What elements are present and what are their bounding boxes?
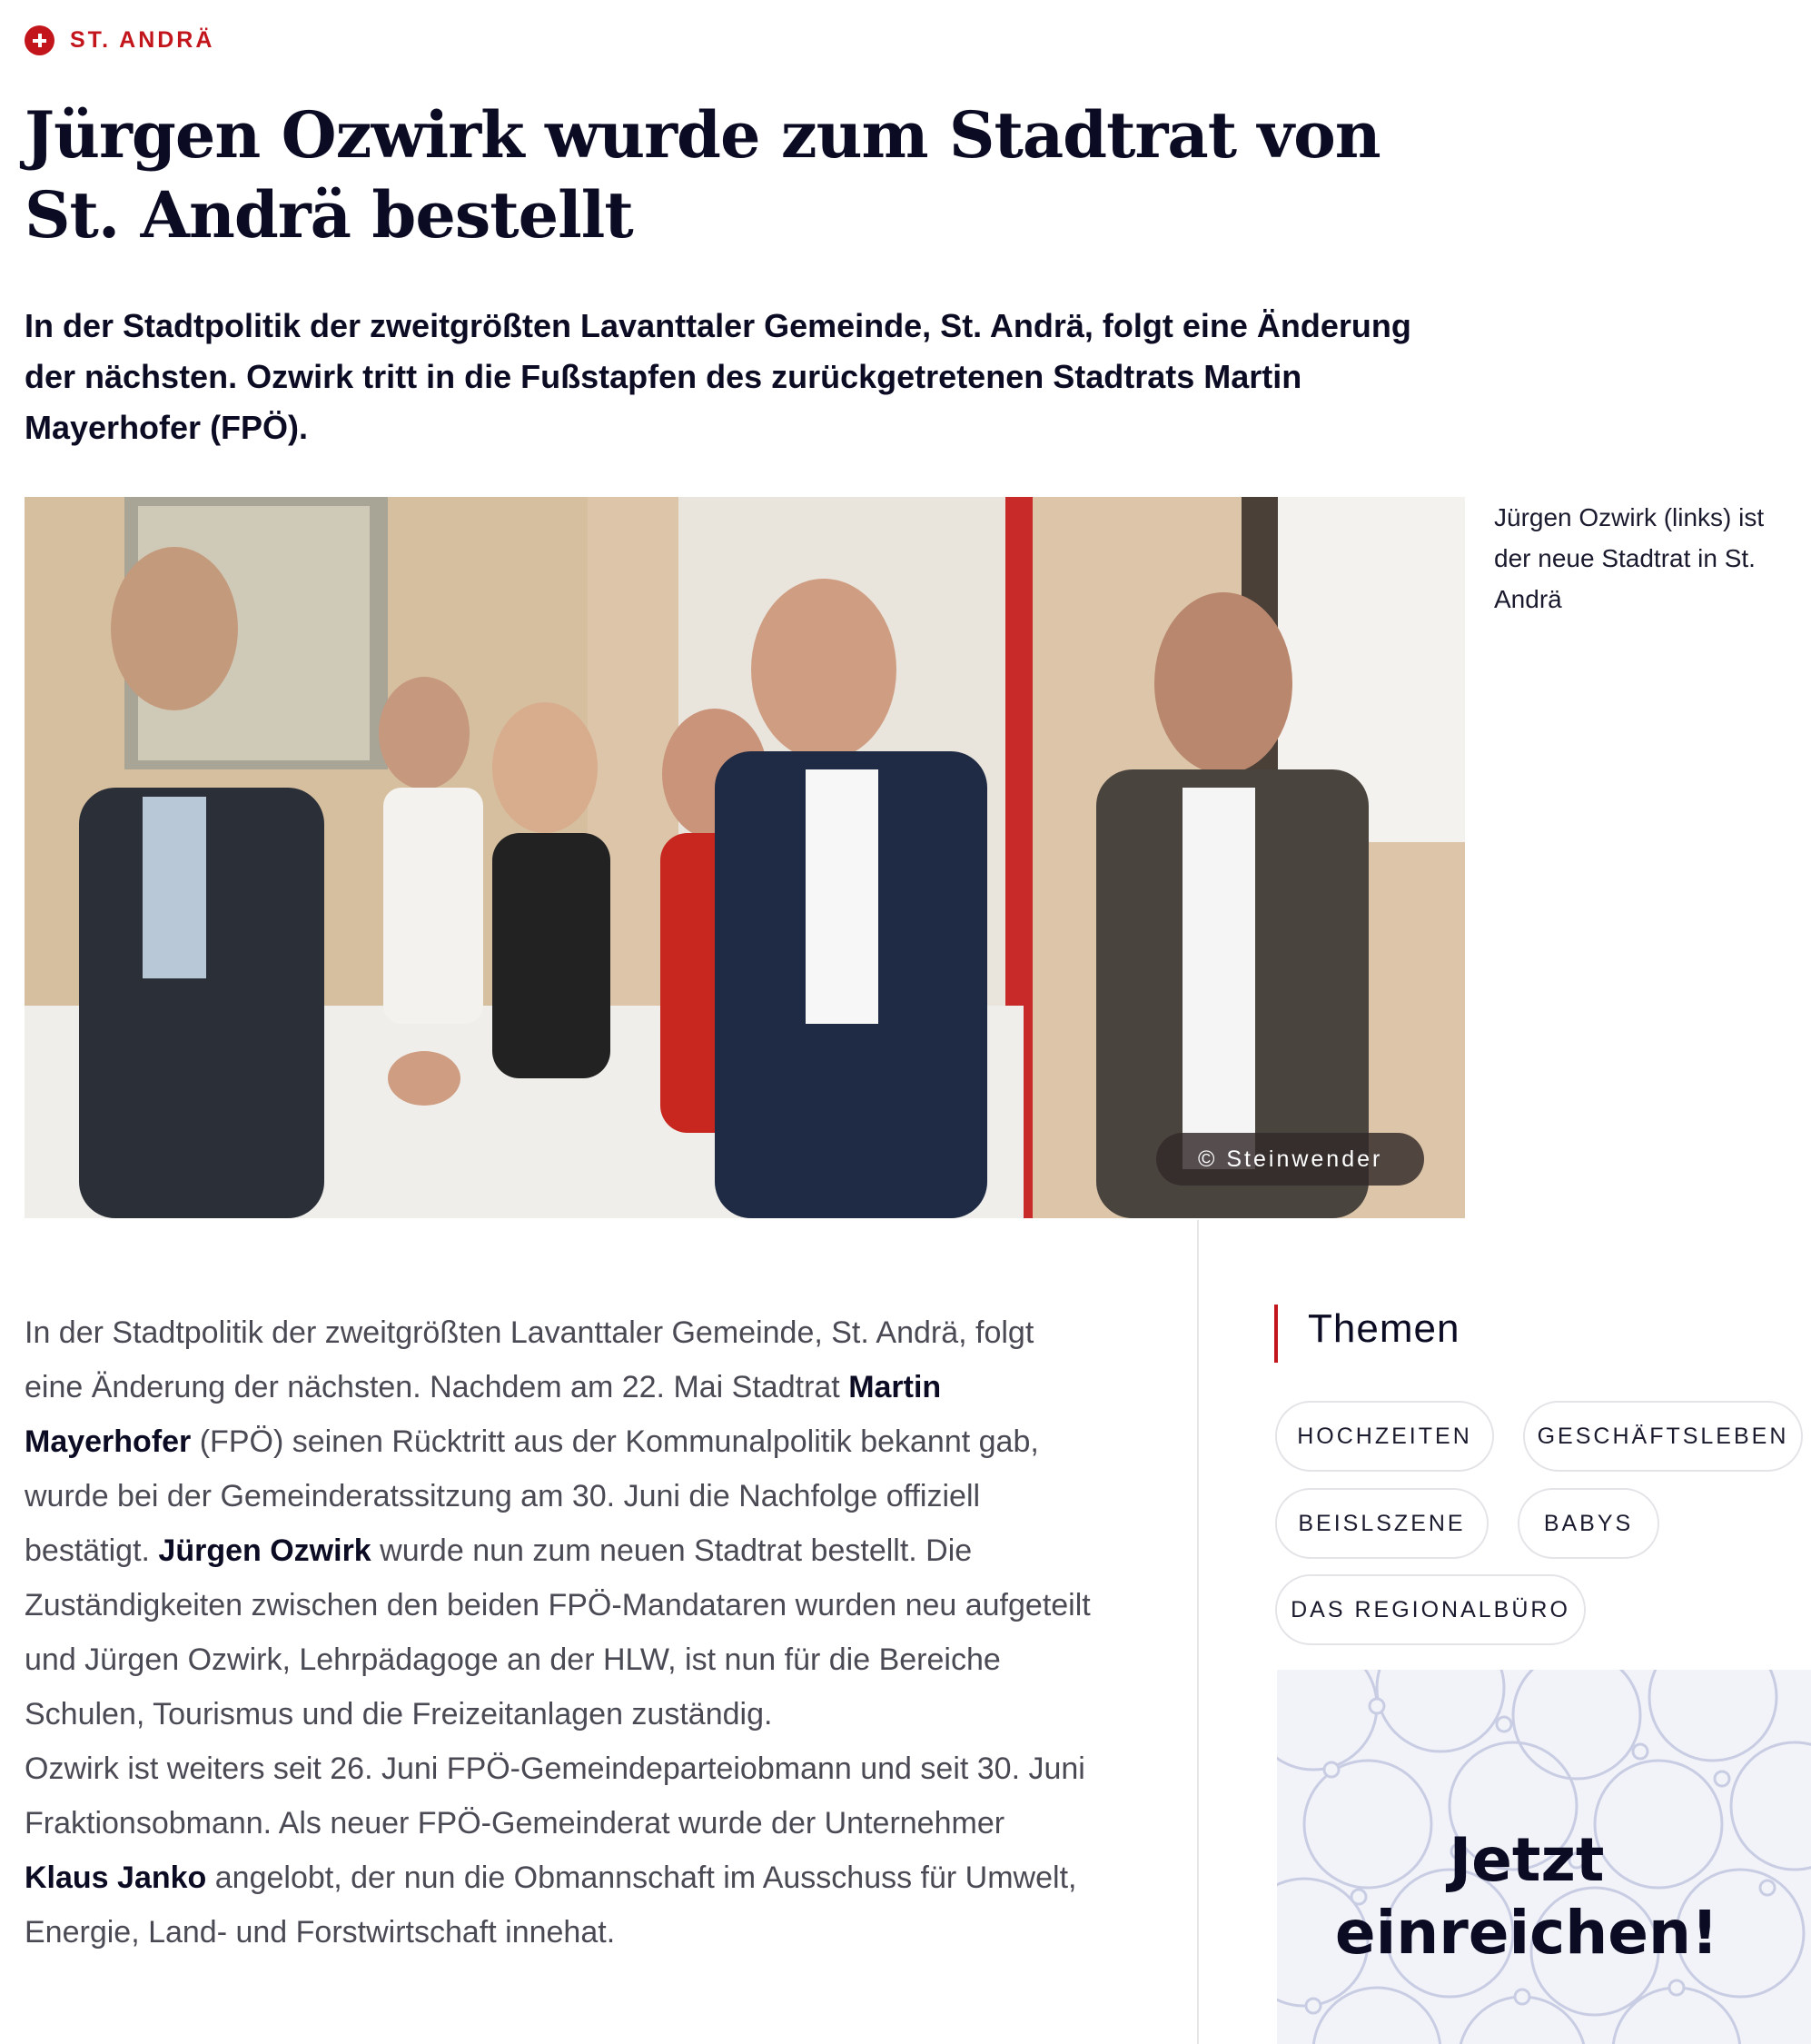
article-photo xyxy=(25,497,1465,1218)
ad-text-line2: einreichen! xyxy=(1334,1898,1719,1968)
body-text-p2a: Ozwirk ist weiters seit 26. Juni FPÖ-Gemeindeparteiobmann und seit 30. Juni Fraktionsobmann. Als neuer FPÖ-Gemeinderat wurde der Unternehmer xyxy=(25,1751,1085,1841)
article-lead: In der Stadtpolitik der zweitgrößten Lavanttaler Gemeinde, St. Andrä, folgt eine Änderung der nächsten. Ozwirk tritt in die Fußstapfen des zurückgetretenen Stadtrats Martin Mayerhofer (FPÖ). xyxy=(25,307,1411,446)
themen-accent-bar xyxy=(1274,1305,1278,1363)
tag-hochzeiten[interactable]: HOCHZEITEN xyxy=(1275,1401,1494,1472)
themen-heading: Themen xyxy=(1308,1306,1460,1351)
article-body xyxy=(25,1305,1096,1960)
photo-caption: Jürgen Ozwirk (links) ist der neue Stadtrat in St. Andrä xyxy=(1494,503,1765,613)
person-name: Klaus Janko xyxy=(25,1860,207,1895)
tag-babys[interactable]: BABYS xyxy=(1518,1488,1659,1559)
ad-text-line1: Jetzt xyxy=(1449,1825,1605,1895)
region-tag[interactable] xyxy=(25,25,214,55)
plus-circle-icon xyxy=(25,25,54,55)
tag-regionalbuero[interactable]: DAS REGIONALBÜRO xyxy=(1275,1574,1586,1645)
ad-headline xyxy=(1277,1824,1776,1970)
person-name: Jürgen Ozwirk xyxy=(158,1533,371,1568)
article-headline: Jürgen Ozwirk wurde zum Stadtrat von St. Andrä bestellt xyxy=(25,97,1381,253)
body-text-p2b: angelobt, der nun die Obmannschaft im Ausschuss für Umwelt, Energie, Land- und Forstwirtschaft innehat. xyxy=(25,1860,1077,1950)
ad-banner[interactable] xyxy=(1277,1670,1811,2044)
photo-credit: © Steinwender xyxy=(1156,1133,1424,1186)
column-divider xyxy=(1197,1220,1199,2044)
body-text-p1b: (FPÖ) seinen Rücktritt aus der Kommunalpolitik bekannt gab, wurde bei der Gemeinderatssitzung am 30. Juni die Nachfolge offiziell bestätigt. xyxy=(25,1424,1039,1568)
tag-geschaeftsleben[interactable]: GESCHÄFTSLEBEN xyxy=(1523,1401,1803,1472)
body-text-p1a: In der Stadtpolitik der zweitgrößten Lavanttaler Gemeinde, St. Andrä, folgt eine Änderung der nächsten. Nachdem am 22. Mai Stadtrat xyxy=(25,1315,1034,1404)
region-label: ST. ANDRÄ xyxy=(70,27,215,53)
tag-beislszene[interactable]: BEISLSZENE xyxy=(1275,1488,1489,1559)
body-text-p1c: wurde nun zum neuen Stadtrat bestellt. Die Zuständigkeiten zwischen den beiden FPÖ-Mandataren wurden neu aufgeteilt und Jürgen Ozwirk, Lehrpädagoge an der HLW, ist nun für die Bereiche Schulen, Tourismus und die Freizeitanlagen zuständig. xyxy=(25,1533,1091,1731)
person-name: Martin Mayerhofer xyxy=(25,1370,942,1459)
